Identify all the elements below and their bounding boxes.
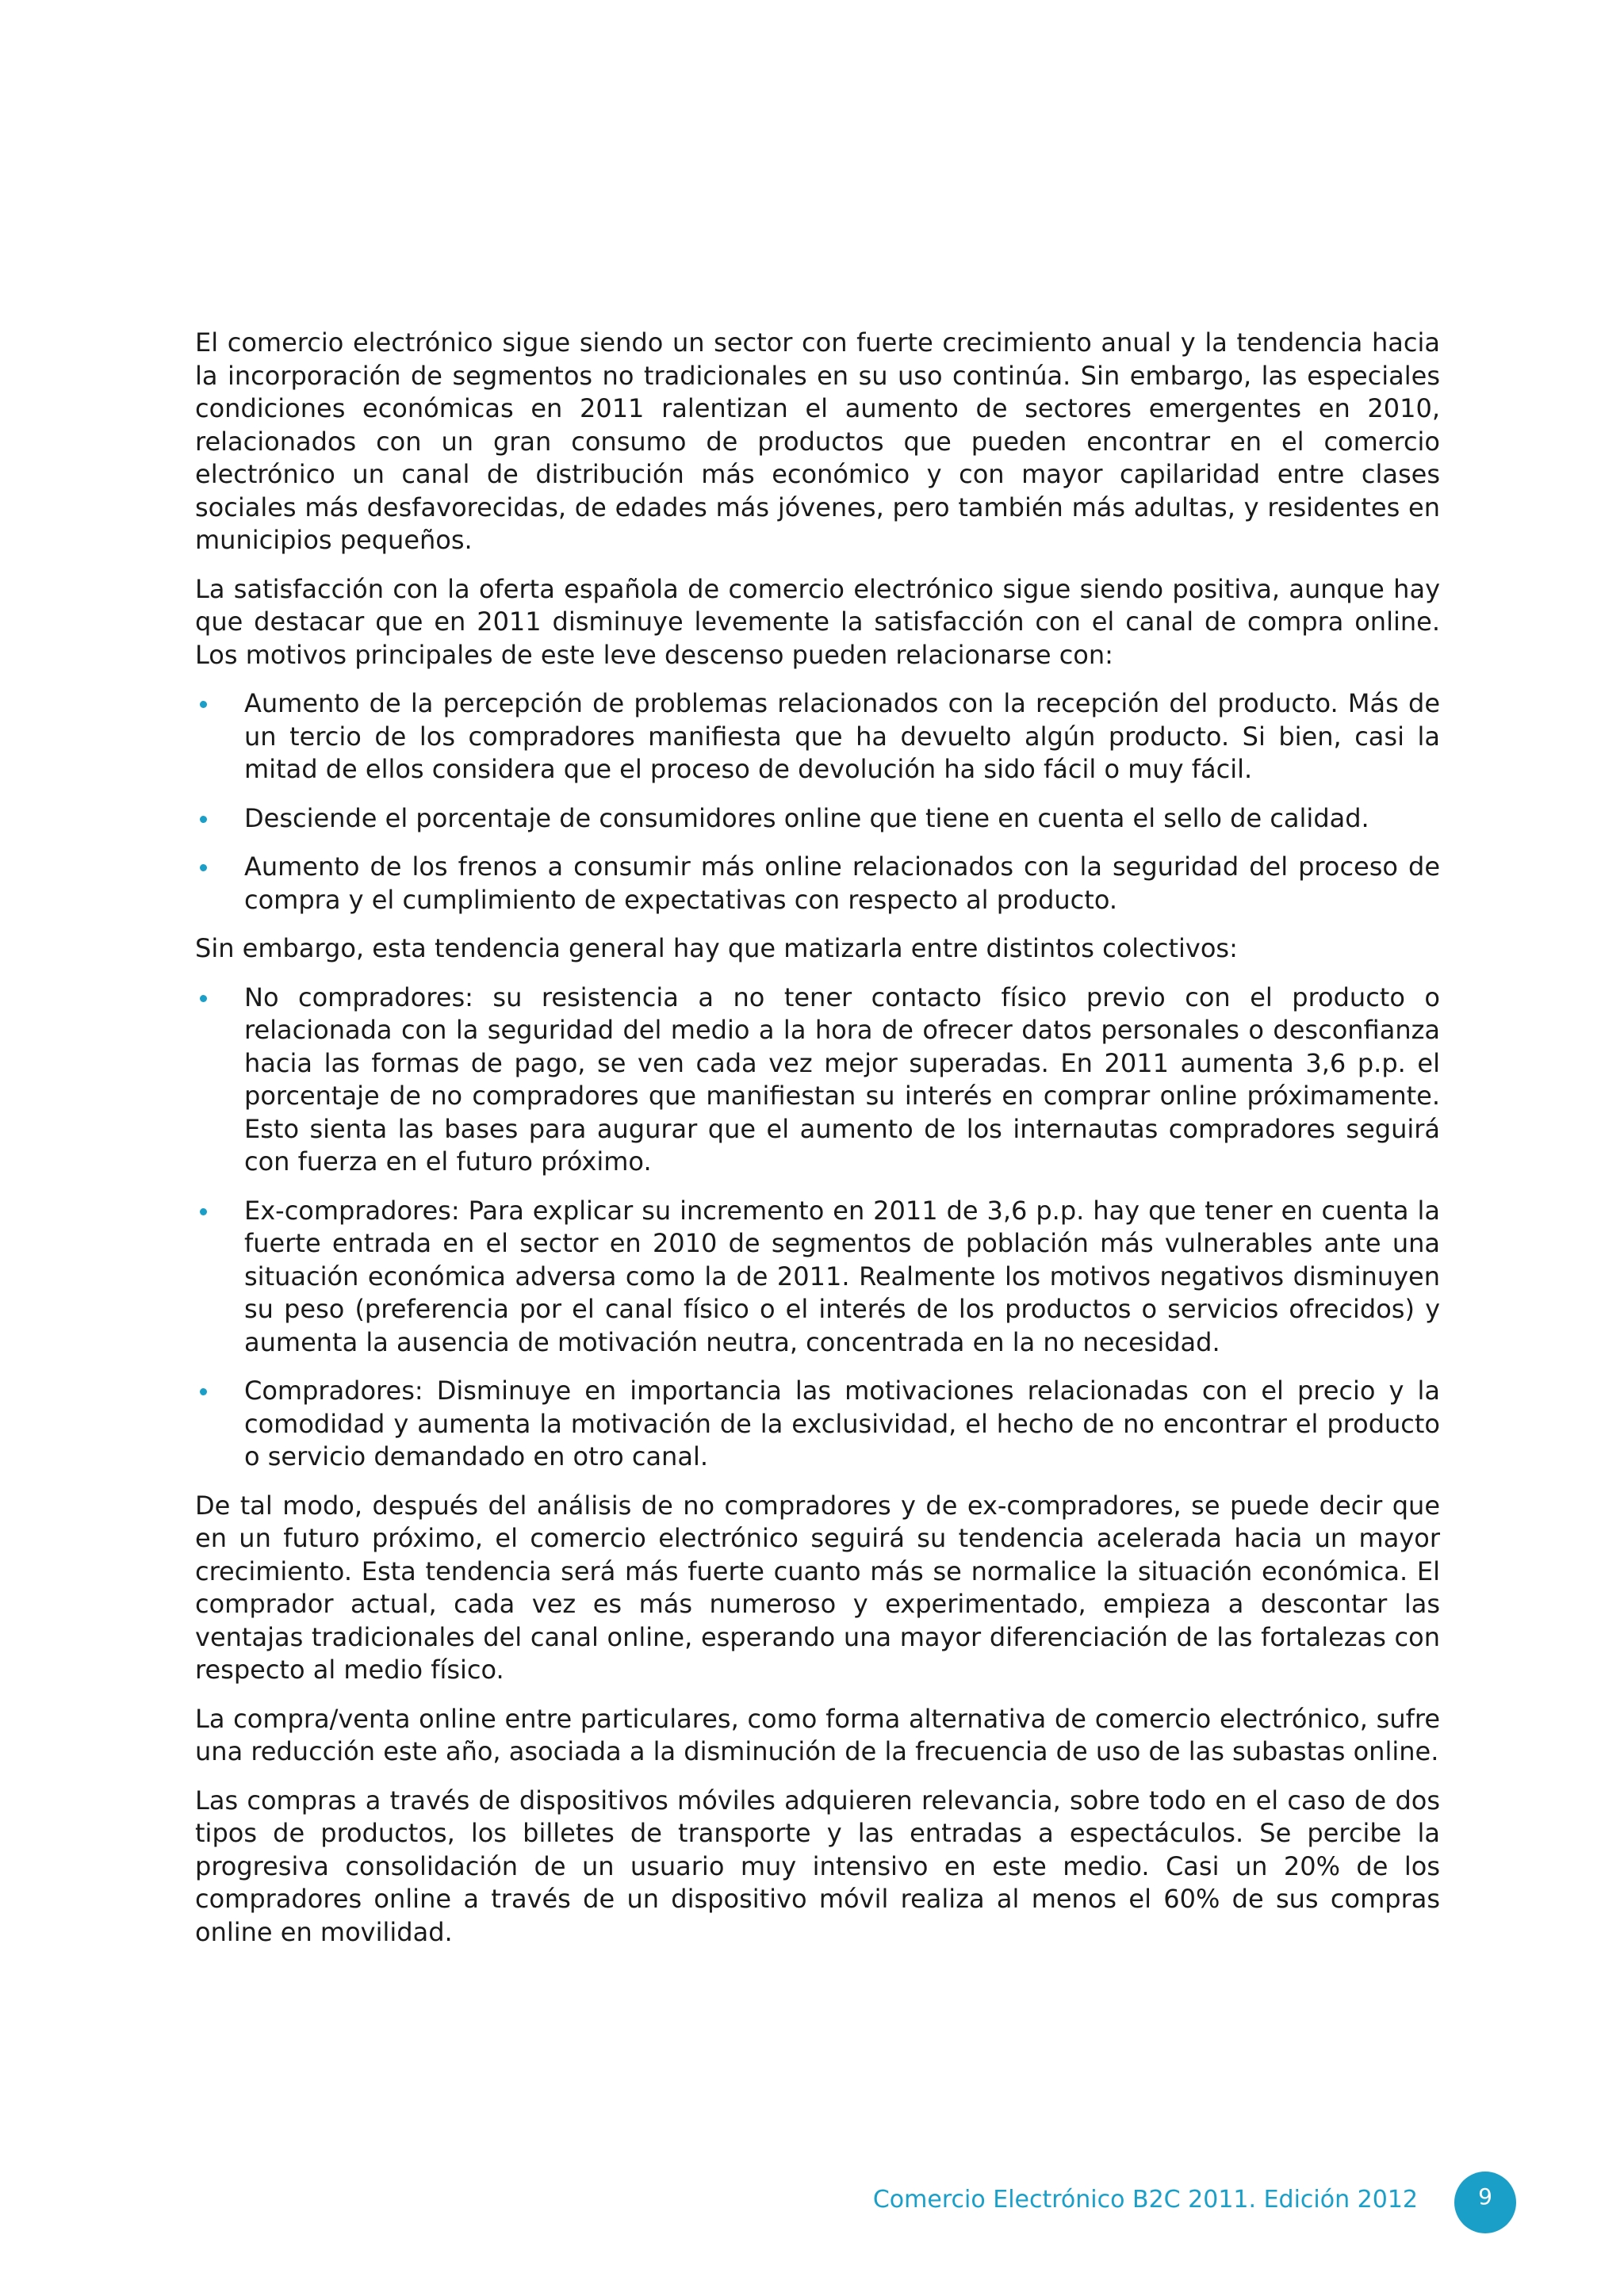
footer-title: Comercio Electrónico B2C 2011. Edición 2012	[872, 2186, 1418, 2214]
bullet-icon	[200, 816, 207, 823]
list-item: Ex-compradores: Para explicar su incremento en 2011 de 3,6 p.p. hay que tener en cuenta la fuerte entrada en el sector en 2010 de segmentos de población más vulnerables ante una situación económica adversa como la de 2011. Realmente los motivos negativos disminuyen su peso (preferencia por el canal físico o el interés de los productos o servicios ofrecidos) y aumenta la ausencia de motivación neutra, concentrada en la no necesidad.	[195, 1195, 1440, 1360]
paragraph-collectives: Sin embargo, esta tendencia general hay que matizarla entre distintos colectivos:	[195, 933, 1238, 963]
paragraph-intro: El comercio electrónico sigue siendo un sector con fuerte crecimiento anual y la tendencia hacia la incorporación de segmentos no tradicionales en su uso continúa. Sin embargo, las especiales condiciones económicas en 2011 ralentizan el aumento de sectores emergentes en 2010, relacionados con un gran consumo de productos que pueden encontrar en el comercio electrónico un canal de distribución más económico y con mayor capilaridad entre clases sociales más desfavorecidas, de edades más jóvenes, pero también más adultas, y residentes en municipios pequeños.	[195, 327, 1440, 555]
list-item: Desciende el porcentaje de consumidores online que tiene en cuenta el sello de calidad.	[195, 802, 1440, 836]
list-item: No compradores: su resistencia a no tener contacto físico previo con el producto o relacionada con la seguridad del medio a la hora de ofrecer datos personales o desconfianza hacia las formas de pago, se ven cada vez mejor superadas. En 2011 aumenta 3,6 p.p. el porcentaje de no compradores que manifiestan su interés en comprar online próximamente. Esto sienta las bases para augurar que el aumento de los internautas compradores seguirá con fuerza en el futuro próximo.	[195, 982, 1440, 1179]
bullet-list-collectives	[195, 982, 1440, 1474]
list-item: Aumento de la percepción de problemas relacionados con la recepción del producto. Más de un tercio de los compradores manifiesta que ha devuelto algún producto. Si bien, casi la mitad de ellos considera que el proceso de devolución ha sido fácil o muy fácil.	[195, 687, 1440, 786]
bullet-icon	[200, 1388, 207, 1395]
document-body	[195, 327, 1440, 1965]
list-item: Aumento de los frenos a consumir más online relacionados con la seguridad del proceso de compra y el cumplimiento de expectativas con respecto al producto.	[195, 851, 1440, 916]
bullet-icon	[200, 1208, 207, 1215]
bullet-icon	[200, 864, 207, 871]
bullet-icon	[200, 701, 207, 708]
paragraph-c2c: La compra/venta online entre particulares, como forma alternativa de comercio electrónico, sufre una reducción este año, asociada a la disminución de la frecuencia de uso de las subastas online.	[195, 1703, 1440, 1766]
paragraph-conclusion: De tal modo, después del análisis de no compradores y de ex-compradores, se puede decir que en un futuro próximo, el comercio electrónico seguirá su tendencia acelerada hacia un mayor crecimiento. Esta tendencia será más fuerte cuanto más se normalice la situación económica. El comprador actual, cada vez es más numeroso y experimentado, empieza a descontar las ventajas tradicionales del canal online, esperando una mayor diferenciación de las fortalezas con respecto al medio físico.	[195, 1490, 1440, 1685]
list-item: Compradores: Disminuye en importancia las motivaciones relacionadas con el precio y la comodidad y aumenta la motivación de la exclusividad, el hecho de no encontrar el producto o servicio demandado en otro canal.	[195, 1375, 1440, 1474]
bullet-icon	[200, 995, 207, 1002]
page-number-badge: 9	[1454, 2172, 1516, 2233]
paragraph-mobile: Las compras a través de dispositivos móviles adquieren relevancia, sobre todo en el caso de dos tipos de productos, los billetes de transporte y las entradas a espectáculos. Se percibe la progresiva consolidación de un usuario muy intensivo en este medio. Casi un 20% de los compradores online a través de un dispositivo móvil realiza al menos el 60% de sus compras online en movilidad.	[195, 1785, 1440, 1947]
bullet-list-reasons	[195, 687, 1440, 916]
paragraph-satisfaction: La satisfacción con la oferta española de comercio electrónico sigue siendo positiva, aunque hay que destacar que en 2011 disminuye levemente la satisfacción con el canal de compra online. Los motivos principales de este leve descenso pueden relacionarse con:	[195, 573, 1440, 670]
